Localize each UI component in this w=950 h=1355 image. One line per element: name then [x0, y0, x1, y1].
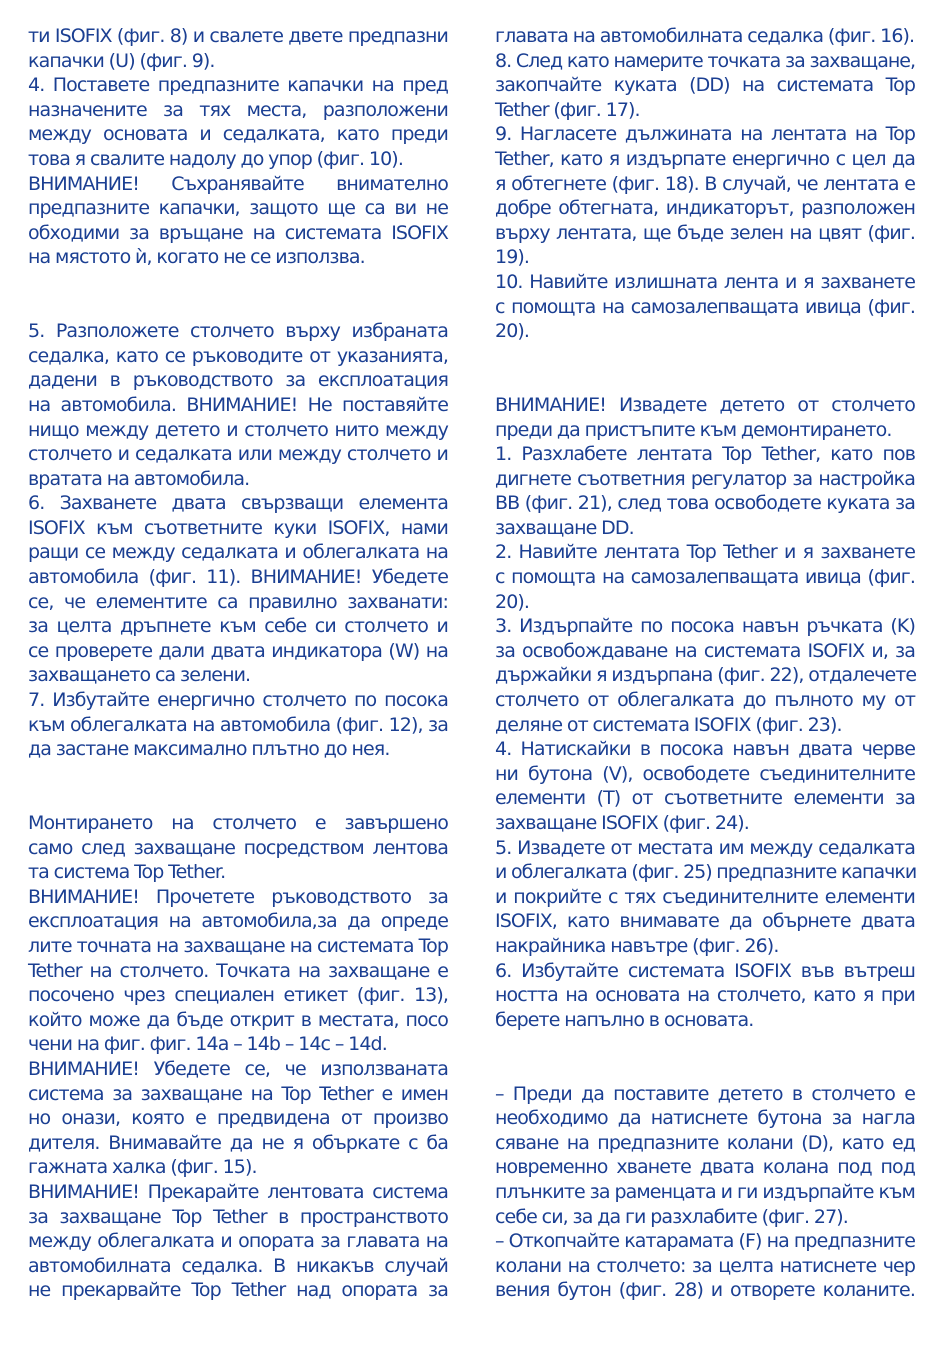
text-line: захващането са зелени. [28, 664, 251, 687]
text-line: за захващане Top Tether в пространството [28, 1205, 448, 1228]
text-line: автомобилната седалка. В никакъв случай [28, 1254, 448, 1277]
text-line: гажната халка (фиг. 15). [28, 1156, 257, 1179]
text-line: сяване на предпазните колани (D), като ед [495, 1131, 915, 1154]
text-line: чени на фиг. фиг. 14a – 14b – 14c – 14d. [28, 1033, 387, 1056]
text-line: ти ISOFIX (фиг. 8) и свалете двете предпазни [28, 25, 448, 47]
text-line: 1. Разхлабете лентата Top Tether, като пов [495, 443, 915, 466]
text-line: с помощта на самозалепващата ивица (фиг. [495, 295, 915, 318]
paragraph-gap [28, 270, 448, 319]
text-line: лите точната на захващане на системата Top [28, 934, 448, 957]
right-text-column [495, 24, 915, 1303]
text-line: BB (фиг. 21), след това освободете куката за [495, 492, 915, 515]
text-line: ВНИМАНИЕ! Извадете детето от столчето [495, 393, 915, 416]
text-line: Tether, като я издърпате енергично с цел да [495, 147, 915, 170]
text-line: 6. Избутайте системата ISOFIX във вътреш [495, 959, 915, 982]
text-line: 4. Поставете предпазните капачки на пред [28, 74, 448, 97]
text-line: ВНИМАНИЕ! Прочетете ръководството за [28, 885, 448, 908]
text-line: деляне от системата ISOFIX (фиг. 23). [495, 713, 842, 736]
text-line: който може да бъде открит в местата, посо [28, 1008, 448, 1031]
text-line: между облегалката и опората за главата на [28, 1230, 448, 1253]
text-line: система за захващане на Top Tether е имен [28, 1082, 448, 1105]
text-line: и покрийте с тях съединителните елементи [495, 885, 915, 908]
text-line: да застане максимално плътно до нея. [28, 738, 390, 761]
paragraph-gap [28, 762, 448, 811]
text-line: 4. Натискайки в посока навън двата черве [495, 738, 915, 761]
text-line: ни бутона (V), освободете съединителните [495, 762, 915, 785]
text-line: но онази, която е предвидена от произво [28, 1107, 448, 1130]
text-line: между основата и седалката, като преди [28, 123, 448, 146]
text-line: 3. Издърпайте по посока навън ръчката (K) [495, 615, 915, 638]
text-line: нищо между детето и столчето нито между [28, 418, 448, 441]
text-line: ISOFIX към съответните куки ISOFIX, нами [28, 516, 448, 539]
text-line: 5. Извадете от местата им между седалката [495, 836, 915, 859]
text-line: главата на автомобилната седалка (фиг. 16). [495, 25, 915, 47]
text-line: и облегалката (фиг. 25) предпазните капачки [495, 861, 917, 884]
text-line: за целта дръпнете към себе си столчето и [28, 615, 448, 638]
text-line: ращи се между седалката и облегалката на [28, 541, 448, 564]
text-line: 8. След като намерите точката за захващане, [495, 49, 915, 72]
text-line: преди да пристъпите към демонтирането. [495, 418, 892, 441]
text-line: върху лентата, ще бъде зелен на цвят (фиг. [495, 221, 915, 244]
text-line: дигнете съответния регулатор за настройка [495, 467, 915, 490]
text-line: необходимо да натиснете бутона за нагла [495, 1107, 915, 1130]
text-line: обходими за връщане на системата ISOFIX [28, 221, 448, 244]
paragraph-gap [495, 1032, 915, 1081]
text-line: 2. Навийте лентата Top Tether и я захванете [495, 541, 915, 564]
text-line: 20). [495, 320, 530, 343]
text-line: това я свалите надолу до упор (фиг. 10). [28, 147, 403, 170]
text-line: ВНИМАНИЕ! Убедете се, че използваната [28, 1057, 448, 1080]
text-line: експлоатация на автомобила,за да опреде [28, 910, 448, 933]
text-line: новременно хванете двата колана под под [495, 1156, 915, 1179]
text-line: за освобождаване на системата ISOFIX и, за [495, 639, 915, 662]
text-line: седалка, като се ръководите от указанията, [28, 344, 448, 367]
text-line: 20). [495, 590, 530, 613]
text-line: вения бутон (фиг. 28) и отворете коланите. [495, 1279, 915, 1302]
text-line: плънките за раменцата и ги издърпайте към [495, 1180, 915, 1203]
text-line: дителя. Внимавайте да не я объркате с ба [28, 1131, 448, 1154]
text-line: Tether (фиг. 17). [495, 98, 640, 121]
text-line: Tether на столчето. Точката на захващане е [28, 959, 448, 982]
text-line: 6. Захванете двата свързващи елемента [28, 492, 448, 515]
text-line: 9. Нагласете дължината на лентата на Top [495, 123, 915, 146]
text-line: – Преди да поставите детето в столчето е [495, 1082, 915, 1105]
text-line: не прекарвайте Top Tether над опората за [28, 1279, 448, 1302]
text-line: вратата на автомобила. [28, 467, 250, 490]
text-line: Монтирането на столчето е завършено [28, 812, 448, 834]
text-line: автомобила (фиг. 11). ВНИМАНИЕ! Убедете [28, 566, 448, 589]
text-line: ВНИМАНИЕ! Съхранявайте внимателно [28, 172, 448, 195]
text-line: колани на столчето: за целта натиснете чер [495, 1254, 915, 1277]
left-text-column [28, 24, 448, 1303]
text-line: на автомобила. ВНИМАНИЕ! Не поставяйте [28, 393, 448, 416]
text-line: берете напълно в основата. [495, 1008, 754, 1031]
text-line: 19). [495, 246, 530, 269]
text-line: закопчайте куката (DD) на системата Top [495, 74, 915, 97]
text-line: посочено чрез специален етикет (фиг. 13), [28, 984, 448, 1007]
text-line: се проверете дали двата индикатора (W) на [28, 639, 448, 662]
text-line: накрайника навътре (фиг. 26). [495, 934, 779, 957]
text-line: на мястото ѝ, когато не се използва. [28, 246, 365, 269]
text-line: 7. Избутайте енергично столчето по посока [28, 689, 448, 712]
text-line: дадени в ръководството за експлоатация [28, 369, 448, 392]
text-line: я обтегнете (фиг. 18). В случай, че лентата е [495, 172, 915, 195]
text-line: добре обтегната, индикаторът, разположен [495, 197, 915, 220]
text-line: ISOFIX, като внимавате да обърнете двата [495, 910, 915, 933]
text-line: столчето и седалката или между столчето и [28, 443, 448, 466]
text-line: предпазните капачки, защото ще са ви не [28, 197, 448, 220]
text-line: 10. Навийте излишната лента и я захванете [495, 270, 915, 293]
text-line: се, че елементите са правилно захванати: [28, 590, 448, 613]
text-line: себе си, за да ги разхлабите (фиг. 27). [495, 1205, 848, 1228]
text-line: с помощта на самозалепващата ивица (фиг. [495, 566, 915, 589]
text-line: 5. Разположете столчето върху избраната [28, 320, 448, 343]
text-line: та система Top Tether. [28, 861, 226, 884]
text-line: само след захващане посредством лентова [28, 836, 448, 859]
text-line: – Откопчайте катарамата (F) на предпазните [495, 1230, 915, 1253]
paragraph-gap [495, 344, 915, 393]
text-line: държайки я издърпана (фиг. 22), отдалечете [495, 664, 917, 687]
text-line: захващане DD. [495, 516, 634, 539]
text-line: към облегалката на автомобила (фиг. 12), за [28, 713, 448, 736]
text-line: капачки (U) (фиг. 9). [28, 49, 215, 72]
text-line: захващане ISOFIX (фиг. 24). [495, 812, 749, 834]
text-line: елементи (T) от съответните елементи за [495, 787, 915, 810]
text-line: столчето от облегалката до пълното му от [495, 689, 915, 712]
text-line: назначените за тях места, разположени [28, 98, 448, 121]
text-line: ВНИМАНИЕ! Прекарайте лентовата система [28, 1180, 448, 1203]
text-line: ността на основата на столчето, като я при [495, 984, 915, 1007]
